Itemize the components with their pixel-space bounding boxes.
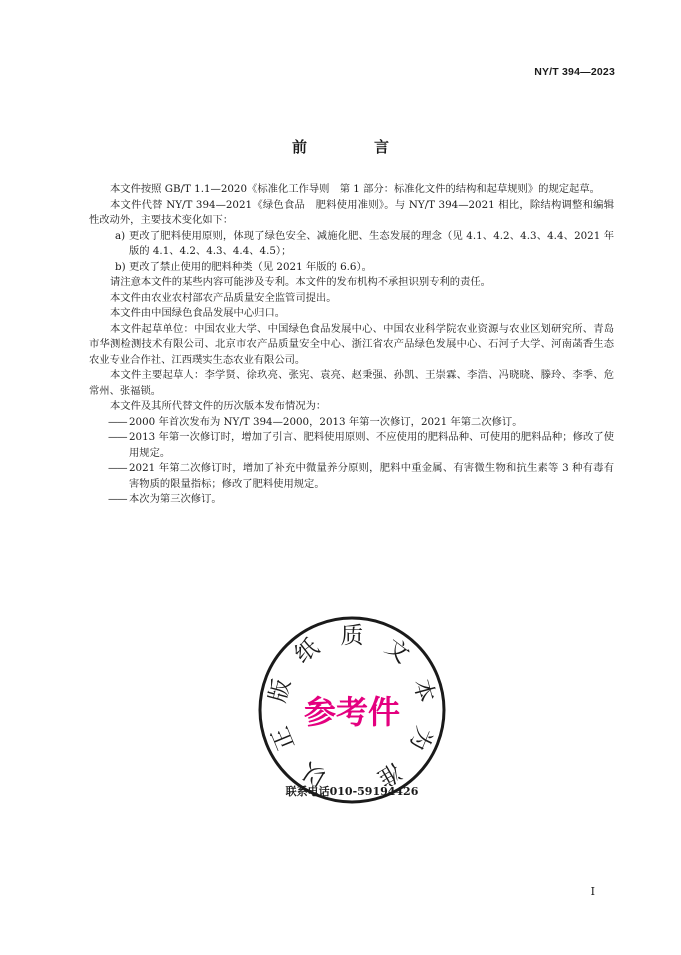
- stamp-ring-char: 为: [403, 722, 437, 754]
- paragraph-drafters: 本文件主要起草人：李学贤、徐玖亮、张宪、袁亮、赵秉强、孙凯、王崇霖、李浩、冯晓晓、滕玲、李季、危常州、张福锁。: [89, 369, 614, 397]
- stamp-ring-char: 正: [267, 722, 301, 754]
- history-text: 本次为第三次修订。: [129, 493, 222, 505]
- stamp-center-text: 参考件: [303, 693, 401, 731]
- history-item: [89, 492, 614, 508]
- list-item-b: [89, 260, 614, 276]
- foreword-body: [89, 182, 614, 508]
- history-text: 2000 年首次发布为 NY/T 394—2000，2013 年第一次修订，2021 年第二次修订。: [129, 415, 523, 428]
- stamp-ring-char: 本: [407, 676, 440, 706]
- list-item-a: [89, 229, 614, 260]
- stamp-ring-char: 质: [340, 623, 364, 649]
- stamp-ring-char: 准: [372, 757, 406, 792]
- history-text: 2013 年第一次修订时，增加了引言、肥料使用原则、不应使用的肥料品种、可使用的肥料品种；修改了使用规定。: [129, 431, 614, 459]
- paragraph-proposed-by: 本文件由农业农村部农产品质量安全监管司提出。: [110, 291, 337, 304]
- stamp-ring-char: 版: [264, 676, 297, 706]
- standard-code: NY/T 394—2023: [534, 66, 615, 78]
- stamp-ring-char: 文: [379, 633, 415, 669]
- paragraph-drafting-rules: 本文件按照 GB/T 1.1—2020《标准化工作导则 第 1 部分：标准化文件的结构和起草规则》的规定起草。: [110, 183, 600, 195]
- page-number: I: [590, 885, 595, 898]
- history-text: 2021 年第二次修订时，增加了补充中微量养分原则，肥料中重金属、有害微生物和抗生素等 3 种有毒有害物质的限量指标；修改了肥料使用规定。: [129, 462, 614, 490]
- paragraph-history-intro: 本文件及其所代替文件的历次版本发布情况为：: [110, 400, 327, 412]
- stamp-ring-char: 以: [298, 757, 332, 792]
- history-item: [89, 461, 614, 492]
- paragraph-replaces: 本文件代替 NY/T 394—2021《绿色食品 肥料使用准则》。与 NY/T 394—2021 相比，除结构调整和编辑性改动外，主要技术变化如下：: [89, 198, 614, 226]
- list-text-a: 更改了肥料使用原则，体现了绿色安全、减施化肥、生态发展的理念（见 4.1、4.2、4.3、4.4、2021 年版的 4.1、4.2、4.3、4.4、4.5）；: [129, 229, 614, 257]
- paragraph-patent-notice: 请注意本文件的某些内容可能涉及专利。本文件的发布机构不承担识别专利的责任。: [110, 276, 491, 288]
- dash-marker: ——: [108, 462, 127, 474]
- history-item: [89, 430, 614, 461]
- dash-marker: ——: [108, 415, 127, 428]
- history-item: [89, 415, 614, 431]
- list-text-b: 更改了禁止使用的肥料种类（见 2021 年版的 6.6）。: [129, 260, 372, 273]
- dash-marker: ——: [108, 431, 127, 443]
- paragraph-drafting-units: 本文件起草单位：中国农业大学、中国绿色食品发展中心、中国农业科学院农业资源与农业区划研究所、青岛市华测检测技术有限公司、北京市农产品质量安全中心、浙江省农产品绿色发展中心、石河子大学、河南菡香生态农业专业合作社、江西璞实生态农业有限公司。: [89, 322, 614, 366]
- list-marker-b: b): [115, 260, 126, 273]
- paragraph-administered-by: 本文件由中国绿色食品发展中心归口。: [110, 307, 286, 319]
- list-marker-a: a): [115, 229, 126, 242]
- page-title: 前 言: [291, 138, 415, 156]
- stamp-ring-char: 纸: [289, 633, 325, 669]
- reference-copy-stamp: [257, 615, 447, 805]
- dash-marker: ——: [108, 493, 127, 505]
- stamp-phone-text: 联系电话010-59194426: [285, 785, 419, 798]
